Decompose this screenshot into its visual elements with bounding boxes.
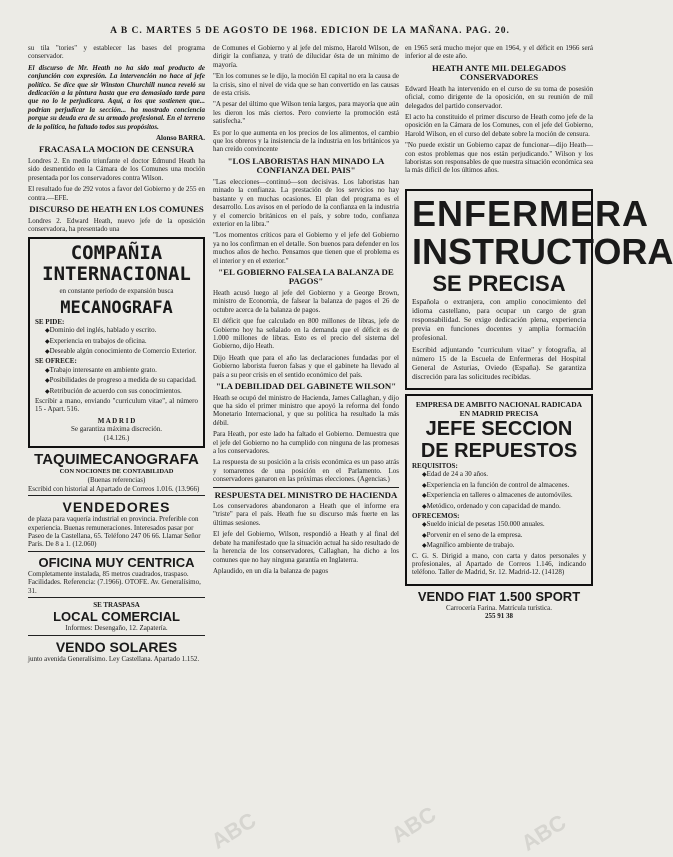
article-paragraph: El jefe del Gobierno, Wilson, respondió a Heath y al final del debate ha manifestado que la situación actual ha sido resultado de la herencia de los conservadores, Callaghan, ha dicho a los comunes que no hay ninguna garantía en Inglaterra. <box>213 530 399 564</box>
article-paragraph: El resultado fue de 292 votos a favor del Gobierno y de 255 en contra.—EFE. <box>28 185 205 202</box>
watermark-logo: ABC <box>206 807 261 854</box>
ad-list <box>35 366 198 396</box>
list-item: ◆ Metódico, ordenado y con capacidad de mando. <box>422 502 586 511</box>
article-paragraph: "No puede existir un Gobierno capaz de funcionar—dijo Heath—con estos problemas que nos están perjudicando." Wilson y los laboristas son responsables de que nuestra situación económica sea la más difícil de los últimos años. <box>405 141 593 175</box>
headline: FRACASA LA MOCION DE CENSURA <box>39 144 194 155</box>
ad-text: Informes: Desengaño, 12. Zapatería. <box>65 624 168 633</box>
ad-text: Española o extranjera, con amplio conocimiento del idioma castellano, para ocupar un cargo de gran responsabilidad. Se exige dedicación plena, experiencia previa en funciones docentes y amplia formación profesional. <box>412 296 586 342</box>
watermark-logo: ABC <box>516 809 571 856</box>
ad-repuestos <box>405 394 593 586</box>
article-paragraph: Heath acusó luego al jefe del Gobierno y a George Brown, ministro de Economía, de falsear la balanza de pagos el 26 de octubre acerca de la balanza de pagos. <box>213 288 399 314</box>
ad-title: TAQUIMECANOGRAFA <box>34 451 199 468</box>
ad-section-label: OFRECEMOS: <box>412 511 460 520</box>
ad-solares <box>28 635 205 665</box>
headline: "LA DEBILIDAD DEL GABINETE WILSON" <box>215 381 397 391</box>
ad-title: JEFE SECCION <box>425 417 573 440</box>
ad-section-label: REQUISITOS: <box>412 461 458 470</box>
article-paragraph: de Comunes el Gobierno y al jefe del mismo, Harold Wilson, de dirigir la confianza, y trató de dilucidar ésta de un mínimo de mayoría. <box>213 44 399 69</box>
list-item: ◆ Deseable algún conocimiento de Comercio Exterior. <box>45 347 198 356</box>
article-paragraph: Heath se ocupó del ministro de Hacienda, James Callaghan, y dijo que ha sido el primer ministro que apoyó la reforma del fondo Monetario Internacional, y que su política ha resultado la más débil. <box>213 393 399 427</box>
list-item: ◆ Experiencia en talleres o almacenes de automóviles. <box>422 491 586 500</box>
ad-note: Se garantiza máxima discreción. <box>71 425 162 434</box>
author-signature: Alonso BARRA. <box>155 134 205 143</box>
article-paragraph: "Los momentos críticos para el Gobierno y el jefe del Gobierno ya no los confirman en el detalle. Son buenos para defender en los muchos años de hecho. Pensamos que tienen que el problema es el interior y en el exterior." <box>213 231 399 265</box>
list-item: ◆ Sueldo inicial de pesetas 150.000 anuales. <box>422 520 586 529</box>
ad-oficina <box>28 551 205 597</box>
column-3 <box>405 44 673 623</box>
ad-title: COMPAÑIA <box>70 242 163 265</box>
column-1 <box>28 44 205 665</box>
ad-title: VENDO SOLARES <box>55 638 178 655</box>
ad-fiat <box>405 586 593 623</box>
article-paragraph: en 1965 será mucho mejor que en 1964, y el déficit en 1966 será inferior al de este año. <box>405 44 593 61</box>
ad-ref: (12.060) <box>72 540 97 549</box>
ad-title: ENFERMERA <box>412 192 650 234</box>
ad-kicker: EMPRESA DE AMBITO NACIONAL RADICADA EN MADRID PRECISA <box>415 399 583 418</box>
ad-list <box>35 326 198 356</box>
ad-ref: (14.126.) <box>103 433 130 442</box>
ad-text: Escribid con historial al Apartado de Correos 1.016. <box>28 484 174 493</box>
article-paragraph: Es por lo que aumenta en los precios de los alimentos, el cambio que los obreros y la insistencia de la industria en los británicos ya han creído convincente <box>213 128 399 154</box>
list-item: ◆ Experiencia en trabajos de oficina. <box>45 337 198 346</box>
ad-section-label: SE PIDE: <box>35 317 65 326</box>
ad-subtitle: SE PRECISA <box>432 270 566 296</box>
list-item: ◆ Retribución de acuerdo con sus conocimientos. <box>45 387 198 396</box>
ad-list <box>412 520 586 550</box>
headline: HEATH ANTE MIL DELEGADOS CONSERVADORES <box>431 62 567 83</box>
ad-ref: (13.966) <box>175 484 200 493</box>
column-2 <box>213 44 399 578</box>
ad-subtitle: CON NOCIONES DE CONTABILIDAD <box>59 468 174 475</box>
article-paragraph: Edward Heath ha intervenido en el curso de su toma de posesión oficial, como dirigente de la oposición, en su reunión de mil delegados del partido conservador. <box>405 84 593 110</box>
article-paragraph: Aplaudido, en un día la balanza de pagos <box>213 566 329 575</box>
article-paragraph: El discurso de Mr. Heath no ha sido mal producto de conjunción con expresión. La intervención no hace al jefe político. Se dice que sir Winston Churchill nunca reveló su dedicación a la pintura hasta que era demasiado tarde para que no lo le perjudicara. Aquí, a los que sostienen que... podrían perjudicar la sección... ha mostrado conciencia porque su deuda era de su armado profesional. En el terreno de la política, ha faltado todos sus propósitos. <box>28 63 205 131</box>
ad-section-label: SE OFRECE: <box>35 357 77 366</box>
ad-text: Carrocería Farina. Matrícula turística. <box>446 603 552 612</box>
list-item: ◆ Posibilidades de progreso a medida de su capacidad. <box>45 376 198 385</box>
ad-note: (Buenas referencias) <box>87 476 146 485</box>
ad-title: INSTRUCTORA <box>412 230 673 272</box>
ad-title: VENDEDORES <box>62 499 171 516</box>
ad-text: Escribid adjuntando "curriculum vitae" y fotografía, al número 15 de la Escuela de Enfermeras del Hospital General de Asturias, Oviedo (España). Se garantiza discreción para las solicitudes recibidas. <box>412 344 586 381</box>
headline: RESPUESTA DEL MINISTRO DE HACIENDA <box>214 489 398 500</box>
ad-phone: 255 91 38 <box>485 612 513 621</box>
article-paragraph: Londres 2. Edward Heath, nuevo jefe de la oposición conservadora, ha presentado una <box>28 216 205 233</box>
article-paragraph: Dijo Heath que para el año las declaraciones fundadas por el Gobierno laborista fueron falsas y que el gabinete ha llevado al país a su peor crisis en el sentido económico del país. <box>213 353 399 379</box>
divider <box>213 487 399 488</box>
ad-kicker: SE TRASPASA <box>93 601 140 610</box>
article-paragraph: El déficit que fue calculado en 800 millones de libras, jefe de Gobierno hoy ha señalado en la demanda que el déficit es de 1.000 millones de libras. Esto es el precio del sistema del Gobierno, dijo Heath. <box>213 317 399 351</box>
watermark-logo: ABC <box>386 801 441 848</box>
list-item: ◆ Edad de 24 a 30 años. <box>422 470 586 479</box>
ad-enfermera <box>405 189 673 390</box>
article-paragraph: Londres 2. En medio triunfante el doctor Edmund Heath ha sido desmentido en la Cámara de los Comunes una moción presentada por los conservadores contra Wilson. <box>28 156 205 182</box>
ad-contact: Escribir a mano, enviando "curriculum vitae", al número 15 - Apart. 516. <box>35 396 198 414</box>
ad-contact: C. G. S. Dirigid a mano, con carta y datos personales y profesionales, al Apartado de Correos 1.146, indicando teléfono. Taller de Madrid, Sr. 12. Madrid-12. (14128) <box>412 551 586 577</box>
ad-text: junto avenida Generalísimo. Ley Castellana. Apartado 1.152. <box>28 654 200 663</box>
ad-big-title: MECANOGRAFA <box>60 297 173 318</box>
ad-local <box>28 597 205 635</box>
ad-city: M A D R I D <box>97 416 136 425</box>
article-intro: su tila "tories" y establecer las bases del programa conservador. <box>28 44 205 61</box>
ad-title: OFICINA MUY CENTRICA <box>38 554 195 570</box>
ad-title: DE REPUESTOS <box>420 439 578 462</box>
ad-subtitle: en constante período de expansión busca <box>59 287 174 296</box>
ad-title: INTERNACIONAL <box>42 263 191 286</box>
headline: "EL GOBIERNO FALSEA LA BALANZA DE PAGOS" <box>218 266 394 287</box>
article-paragraph: "En los comunes se le dijo, la moción El capital no era la causa de la crisis, sino el nivel de vida que se han convertido en las causas de esta crisis. <box>213 72 399 98</box>
list-item: ◆ Experiencia en la función de control de almacenes. <box>422 481 586 490</box>
ad-taqui <box>28 448 205 495</box>
list-item: ◆ Magnífico ambiente de trabajo. <box>422 541 586 550</box>
ad-text: Completamente instalada, 85 metros cuadrados, traspaso. Facilidades. Referencia: (7.1966). OTOFE. Av. Generalísimo, 31. <box>28 569 201 595</box>
article-paragraph: La respuesta de su posición a la crisis económica es un paso atrás y tomaremos de una posición en el Parlamento. Los conservadores ganaron en las próximas elecciones. (Agencias.) <box>213 458 399 484</box>
list-item: ◆ Trabajo interesante en ambiente grato. <box>45 366 198 375</box>
ad-list <box>412 470 586 511</box>
article-paragraph: Los conservadores abandonaron a Heath que el informe era "triste" para el país. Heath fue su discurso más fuerte en las últimas sesiones. <box>213 502 399 527</box>
ad-text: de plaza para vaquería industrial en provincia. Preferible con experiencia. Buenas remuneraciones. Interesados pasar por Paseo de la Castellana, 65. Teléfono 247 06 66. Llamar Señor París. De 8 a 1. <box>28 515 201 549</box>
page-header: A B C. MARTES 5 DE AGOSTO DE 1968. EDICION DE LA MAÑANA. PAG. 20. <box>110 26 510 36</box>
article-paragraph: Para Heath, por este lado ha faltado el Gobierno. Demuestra que el jefe del Gobierno no ha cumplido con ninguna de las promesas a los conservadores. <box>213 430 399 455</box>
ad-title: VENDO FIAT 1.500 SPORT <box>417 588 581 604</box>
ad-vendedores <box>28 495 205 551</box>
article-paragraph: El acto ha constituido el primer discurso de Heath como jefe de la oposición en la Cámara de los Comunes, con el jefe del Gobierno, Harold Wilson, en el curso del debate sobre la moción de censura. <box>405 113 593 138</box>
list-item: ◆ Porvenir en el seno de la empresa. <box>422 531 586 540</box>
article-paragraph: "Las elecciones—continuó—son decisivas. Los laboristas han minado la confianza. La prestación de los servicios no hay bastante y en muchas ocasiones. El plan del programa es el desarrollo. Los avisos en el período de la confianza en la industria y el comercio británicos en el país, y sobre todo, confianza exterior en la libra." <box>213 177 399 228</box>
headline: "LOS LABORISTAS HAN MINADO LA CONFIANZA DEL PAIS" <box>227 155 385 176</box>
ad-compania <box>28 237 205 448</box>
ad-title: LOCAL COMERCIAL <box>53 609 180 625</box>
article-paragraph: "A pesar del último que Wilson tenía largos, para mayoría que aún les dieron los más ciertos. Pero convierte la promoción está satisfecha." <box>213 100 399 126</box>
headline: DISCURSO DE HEATH EN LOS COMUNES <box>29 204 204 214</box>
list-item: ◆ Dominio del inglés, hablado y escrito. <box>45 326 198 335</box>
